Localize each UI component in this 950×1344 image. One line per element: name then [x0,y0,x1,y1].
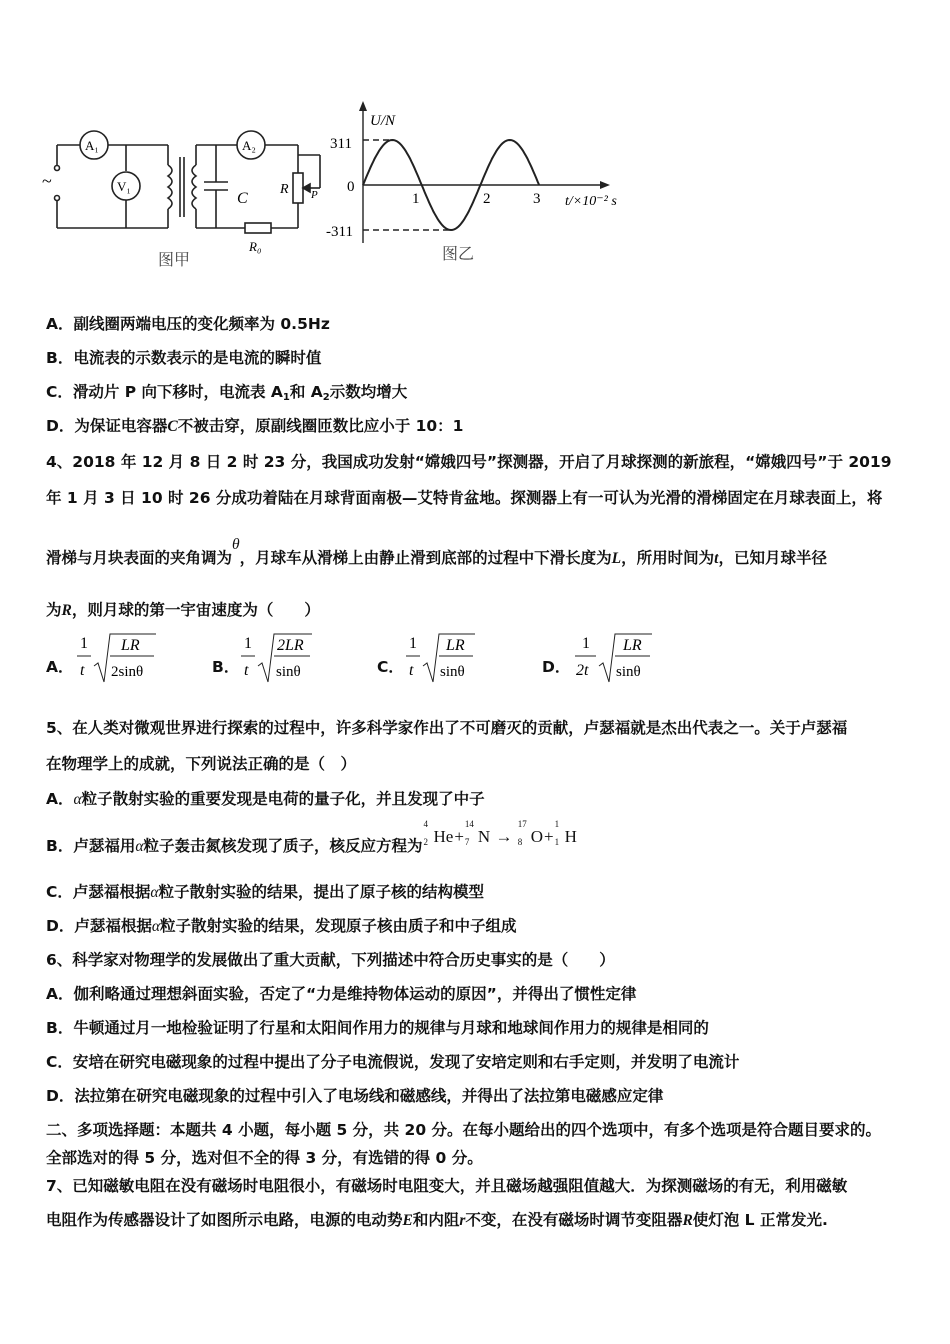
h-charge: 1 [554,837,560,847]
q5-option-c [46,880,484,902]
q4-a-rad-num: LR [121,637,140,654]
q6-option-a: A．伽利略通过理想斜面实验，否定了“力是维持物体运动的原因”，并得出了惯性定律 [46,985,637,1003]
q4-c-rad-num: LR [446,637,465,654]
q5-b-alpha: α [135,838,144,855]
q4-d-rad-den: sinθ [616,664,641,680]
q4-l4a: 为 [46,601,62,619]
q5-option-a [46,787,485,809]
q7-var-r: r [459,1212,466,1229]
q4-a-coef-den: t [80,662,85,679]
q3-d-text1: D．为保证电容器 [46,417,168,435]
q5-c-text1: C．卢瑟福根据 [46,883,151,901]
q3-c-text2: 和 A [289,383,323,401]
q4-l3c: ，所用时间为 [621,549,715,567]
q4-stem-line2: 年 1 月 3 日 10 时 26 分成功着陆在月球背面南极—艾特肯盆地。探测器上有一可认为光滑的滑梯固定在月球表面上，将 [46,489,883,507]
q4-l3a: 滑梯与月块表面的夹角调为 [46,549,233,567]
x-tick-2: 2 [483,191,491,207]
q5-stem-line1: 5、在人类对微观世界进行探索的过程中，许多科学家作出了不可磨灭的贡献，卢瑟福就是杰出代表之一。关于卢瑟福 [46,719,848,737]
q4-option-c-label: C． [377,658,404,676]
q5-b-text2: 粒子轰击氮核发现了质子，核反应方程为 [143,837,423,855]
q7-l2b: 和内阻 [412,1211,460,1229]
y-max-label: 311 [330,136,352,152]
resistor0-label: R₀ [249,239,262,254]
q4-c-coef-den: t [409,662,414,679]
q7-l2c: 不变，在没有磁场时调节变阻器 [465,1211,683,1229]
q4-var-L: L [611,550,622,567]
n-charge: 7 [464,837,470,847]
q6-option-c: C．安培在研究电磁现象的过程中提出了分子电流假说，发现了安培定则和右手定则，并发明了电流计 [46,1053,740,1071]
q3-d-var: C [167,418,178,435]
q4-l3b: ，月球车从滑梯上由静止滑到底部的过程中下滑长度为 [239,549,612,567]
he-mass: 4 [423,819,428,829]
plus-2: + [543,827,554,846]
q4-option-b-label: B． [212,658,240,676]
q4-b-coef-den: t [244,662,249,679]
q4-option-c-formula [403,628,523,688]
q4-a-rad-den: 2sinθ [111,664,144,680]
q6-option-b: B．牛顿通过月一地检验证明了行星和太阳间作用力的规律与月球和地球间作用力的规律是相同的 [46,1019,709,1037]
voltage-graph [326,101,617,263]
q7-l2a: 电阻作为传感器设计了如图所示电路，电源的电动势 [46,1211,403,1229]
figure-svg [40,95,640,275]
q4-var-t: t [714,550,719,567]
q5-c-text2: 粒子散射实验的结果，提出了原子核的结构模型 [158,883,485,901]
q6-option-d: D．法拉第在研究电磁现象的过程中引入了电场线和磁感线，并得出了法拉第电磁感应定律 [46,1087,664,1105]
q4-b-rad-num: 2LR [277,637,304,654]
x-tick-3: 3 [533,191,541,207]
y-min-label: -311 [326,224,353,240]
slider-label: P [311,189,318,201]
h-mass: 1 [554,819,560,829]
right-figure-caption: 图乙 [442,244,475,263]
q3-option-d [46,414,463,436]
x-tick-1: 1 [412,191,420,207]
q4-option-d-label: D． [542,658,571,676]
q7-var-R: R [682,1212,693,1229]
n-mass: 14 [464,819,474,829]
q4-c-rad-den: sinθ [440,664,465,680]
q4-stem-line1: 4、2018 年 12 月 8 日 2 时 23 分，我国成功发射“嫦娥四号”探测器，开启了月球探测的新旅程，“嫦娥四号”于 2019 [46,453,892,471]
ammeter2-label: A₂ [242,138,256,153]
q5-option-b [46,819,578,856]
q5-option-d [46,914,517,936]
q3-option-c [46,380,407,403]
q5-a-alpha: α [73,791,82,808]
q6-stem: 6、科学家对物理学的发展做出了重大贡献，下列描述中符合历史事实的是（ ） [46,951,615,969]
plus-1: + [454,827,464,846]
q5-c-alpha: α [150,884,159,901]
q4-d-rad-num: LR [623,637,642,654]
section2-instructions-line2: 全部选对的得 5 分，选对但不全的得 3 分，有选错的得 0 分。 [46,1149,483,1167]
q4-var-R: R [61,602,72,619]
o-mass: 17 [517,819,527,829]
q3-option-a: A．副线圈两端电压的变化频率为 0.5Hz [46,315,330,333]
o-symbol: O [530,827,543,846]
q3-c-sub2: 2 [322,392,330,403]
question-figure [40,95,640,279]
q4-l4b: ，则月球的第一宇宙速度为（ ） [71,601,320,619]
q4-theta: θ [232,536,240,553]
origin-label: 0 [347,179,355,195]
ammeter1-label: A₁ [85,138,99,153]
he-charge: 2 [423,837,428,847]
q5-d-text1: D．卢瑟福根据 [46,917,152,935]
ac-symbol: ~ [42,171,52,191]
q7-stem-line1: 7、已知磁敏电阻在没有磁场时电阻很小，有磁场时电阻变大，并且磁场越强阻值越大．为探测磁场的有无，利用磁敏 [46,1177,848,1195]
n-symbol: N [477,827,491,846]
q3-c-text3: 示数均增大 [329,383,408,401]
q4-option-b-formula [238,628,358,688]
q4-c-coef-num: 1 [409,635,417,652]
q5-stem-line2: 在物理学上的成就，下列说法正确的是（ ） [46,755,357,773]
q4-b-coef-num: 1 [244,635,252,652]
q3-c-sub1: 1 [282,392,290,403]
q4-options [46,628,686,688]
resistor-label: R [280,182,289,197]
q5-d-text2: 粒子散射实验的结果，发现原子核由质子和中子组成 [160,917,517,935]
capacitor-label: C [237,190,248,207]
q3-d-text2: 不被击穿，原副线圈匝数比应小于 10：1 [177,417,464,435]
q3-c-text1: C．滑动片 P 向下移时，电流表 A [46,383,283,401]
q4-option-a-label: A． [46,658,74,676]
h-symbol: H [564,827,577,846]
q5-a-text1: A． [46,790,74,808]
y-axis-label: U/N [370,113,396,129]
q4-l3d: ，已知月球半径 [718,549,827,567]
voltmeter1-label: V₁ [117,179,131,194]
x-axis-label: t/×10⁻² s [565,194,617,209]
q7-l2d: 使灯泡 L 正常发光. [692,1211,828,1229]
q4-stem-line3 [46,536,827,568]
q4-stem-line4 [46,598,320,620]
reaction-arrow: → [495,827,513,846]
o-charge: 8 [517,837,523,847]
left-figure-caption: 图甲 [158,250,191,269]
section2-instructions-line1: 二、多项选择题：本题共 4 小题，每小题 5 分，共 20 分。在每小题给出的四个选项中，有多个选项是符合题目要求的。 [46,1121,882,1139]
q4-d-coef-num: 1 [582,635,590,652]
q4-option-d-formula [572,628,692,688]
q4-option-a-formula [74,628,194,688]
q7-stem-line2 [46,1208,828,1230]
q4-b-rad-den: sinθ [276,664,301,680]
q5-a-text2: 粒子散射实验的重要发现是电荷的量子化，并且发现了中子 [81,790,485,808]
nuclear-reaction-equation [422,819,577,847]
q7-var-E: E [402,1212,413,1229]
he-symbol: He [433,827,454,846]
q4-d-coef-den: 2t [576,662,589,679]
q5-b-text1: B．卢瑟福用 [46,837,136,855]
q4-a-coef-num: 1 [80,635,88,652]
q5-d-alpha: α [151,918,161,935]
q3-option-b: B．电流表的示数表示的是电流的瞬时值 [46,349,322,367]
